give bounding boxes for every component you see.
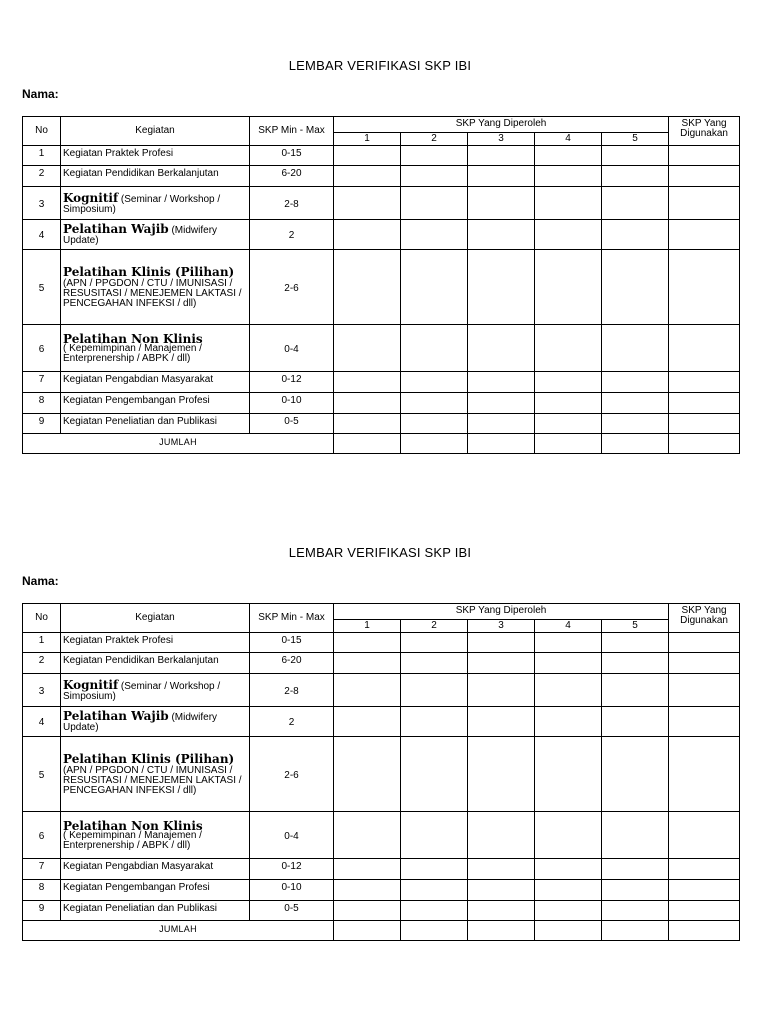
skp-cell[interactable] — [334, 901, 401, 921]
row-kegiatan-main: Pelatihan Klinis (Pilihan) — [63, 264, 235, 279]
subheader-3: 3 — [468, 620, 535, 633]
skp-cell[interactable] — [401, 414, 468, 434]
header-skp-min-max: SKP Min - Max — [250, 117, 334, 146]
skp-digunakan-cell[interactable] — [669, 880, 740, 901]
skp-cell[interactable] — [535, 414, 602, 434]
skp-digunakan-cell[interactable] — [669, 633, 740, 653]
skp-cell[interactable] — [334, 737, 401, 812]
jumlah-label: JUMLAH — [23, 434, 334, 454]
row-range: 2-8 — [250, 674, 334, 707]
skp-cell[interactable] — [334, 250, 401, 325]
header-kegiatan: Kegiatan — [61, 117, 250, 146]
row-kegiatan — [61, 707, 250, 737]
skp-cell[interactable] — [535, 372, 602, 393]
skp-cell[interactable] — [602, 859, 669, 880]
row-no: 8 — [23, 880, 61, 901]
skp-total-cell[interactable] — [334, 434, 401, 454]
skp-cell[interactable] — [602, 901, 669, 921]
row-kegiatan — [61, 166, 250, 187]
table-row — [23, 325, 740, 372]
skp-digunakan-cell[interactable] — [669, 372, 740, 393]
header-kegiatan: Kegiatan — [61, 604, 250, 633]
row-range: 2-8 — [250, 187, 334, 220]
skp-digunakan-cell[interactable] — [669, 812, 740, 859]
skp-digunakan-total-cell[interactable] — [669, 434, 740, 454]
row-no: 4 — [23, 220, 61, 250]
skp-digunakan-cell[interactable] — [669, 187, 740, 220]
row-no: 9 — [23, 414, 61, 434]
skp-cell[interactable] — [401, 146, 468, 166]
skp-digunakan-total-cell[interactable] — [669, 921, 740, 941]
header-skp-digunakan-line-2: Digunakan — [680, 615, 728, 626]
skp-cell[interactable] — [602, 674, 669, 707]
skp-total-cell[interactable] — [468, 921, 535, 941]
skp-cell[interactable] — [401, 325, 468, 372]
skp-cell[interactable] — [401, 250, 468, 325]
jumlah-label: JUMLAH — [23, 921, 334, 941]
header-skp-min-max: SKP Min - Max — [250, 604, 334, 633]
page-title: LEMBAR VERIFIKASI SKP IBI — [288, 545, 472, 560]
skp-cell[interactable] — [468, 220, 535, 250]
row-kegiatan-detail: Kegiatan Praktek Profesi — [63, 148, 174, 159]
subheader-3: 3 — [468, 133, 535, 146]
page-title: LEMBAR VERIFIKASI SKP IBI — [288, 58, 472, 73]
table-row — [23, 901, 740, 921]
skp-cell[interactable] — [334, 707, 401, 737]
skp-cell[interactable] — [334, 674, 401, 707]
header-skp-digunakan-line-1: SKP Yang — [681, 118, 727, 129]
skp-cell[interactable] — [602, 737, 669, 812]
row-kegiatan — [61, 187, 250, 220]
skp-cell[interactable] — [535, 859, 602, 880]
jumlah-row — [23, 921, 740, 941]
header-skp-digunakan-line-2: Digunakan — [680, 128, 728, 139]
row-kegiatan-detail: (Seminar / Workshop / Simposium) — [63, 680, 221, 702]
row-kegiatan-main: Pelatihan Klinis (Pilihan) — [63, 751, 235, 766]
skp-cell[interactable] — [468, 372, 535, 393]
skp-total-cell[interactable] — [535, 434, 602, 454]
header-skp-digunakan-line-1: SKP Yang — [681, 605, 727, 616]
row-range: 0-10 — [250, 880, 334, 901]
subheader-5: 5 — [602, 620, 669, 633]
table-row — [23, 393, 740, 414]
row-no: 3 — [23, 674, 61, 707]
row-kegiatan-detail: Kegiatan Pengabdian Masyarakat — [63, 374, 214, 385]
skp-cell[interactable] — [468, 187, 535, 220]
skp-cell[interactable] — [535, 737, 602, 812]
table-row — [23, 372, 740, 393]
header-no: No — [23, 604, 61, 633]
row-kegiatan-main: Pelatihan Wajib — [63, 222, 169, 236]
row-kegiatan — [61, 633, 250, 653]
skp-cell[interactable] — [334, 812, 401, 859]
skp-cell[interactable] — [468, 812, 535, 859]
row-kegiatan-main: Pelatihan Wajib — [63, 709, 169, 723]
skp-digunakan-cell[interactable] — [669, 653, 740, 674]
row-no: 6 — [23, 812, 61, 859]
skp-cell[interactable] — [535, 880, 602, 901]
skp-digunakan-cell[interactable] — [669, 674, 740, 707]
skp-cell[interactable] — [401, 220, 468, 250]
subheader-4: 4 — [535, 620, 602, 633]
skp-cell[interactable] — [602, 325, 669, 372]
skp-cell[interactable] — [535, 707, 602, 737]
table-row — [23, 414, 740, 434]
row-kegiatan-detail: (APN / PPGDON / CTU / IMUNISASI / RESUSITASI / MENEJEMEN LAKTASI / PENCEGAHAN INFEKSI / dll) — [63, 764, 242, 796]
skp-cell[interactable] — [602, 220, 669, 250]
skp-cell[interactable] — [468, 325, 535, 372]
skp-cell[interactable] — [401, 674, 468, 707]
header-skp-diperoleh: SKP Yang Diperoleh — [334, 604, 669, 620]
skp-cell[interactable] — [334, 146, 401, 166]
header-no: No — [23, 117, 61, 146]
row-kegiatan-detail: Kegiatan Pendidikan Berkalanjutan — [63, 655, 219, 666]
skp-total-cell[interactable] — [334, 921, 401, 941]
skp-digunakan-cell[interactable] — [669, 859, 740, 880]
subheader-1: 1 — [334, 133, 401, 146]
skp-cell[interactable] — [535, 393, 602, 414]
table-row — [23, 146, 740, 166]
skp-cell[interactable] — [535, 674, 602, 707]
row-range: 0-4 — [250, 325, 334, 372]
row-range: 0-5 — [250, 414, 334, 434]
skp-total-cell[interactable] — [602, 434, 669, 454]
row-kegiatan-detail: Kegiatan Pengabdian Masyarakat — [63, 861, 214, 872]
row-kegiatan-detail: Kegiatan Peneliatian dan Publikasi — [63, 903, 217, 914]
skp-cell[interactable] — [535, 166, 602, 187]
skp-total-cell[interactable] — [535, 921, 602, 941]
row-range: 6-20 — [250, 166, 334, 187]
skp-cell[interactable] — [401, 653, 468, 674]
skp-cell[interactable] — [602, 166, 669, 187]
row-kegiatan — [61, 372, 250, 393]
row-no: 1 — [23, 146, 61, 166]
row-no: 2 — [23, 653, 61, 674]
skp-cell[interactable] — [401, 166, 468, 187]
row-kegiatan-detail: (Midwifery Update) — [63, 225, 218, 246]
table-row — [23, 166, 740, 187]
row-kegiatan-main: Kognitif — [63, 677, 119, 692]
row-kegiatan-detail: (APN / PPGDON / CTU / IMUNISASI / RESUSITASI / MENEJEMEN LAKTASI / PENCEGAHAN INFEKSI / dll) — [63, 277, 242, 309]
row-kegiatan-detail: Kegiatan Pengembangan Profesi — [63, 882, 210, 893]
row-no: 7 — [23, 372, 61, 393]
skp-digunakan-cell[interactable] — [669, 325, 740, 372]
table-row — [23, 880, 740, 901]
row-kegiatan — [61, 859, 250, 880]
skp-cell[interactable] — [468, 166, 535, 187]
skp-cell[interactable] — [602, 880, 669, 901]
skp-cell[interactable] — [468, 414, 535, 434]
skp-cell[interactable] — [602, 393, 669, 414]
skp-cell[interactable] — [468, 653, 535, 674]
table-row — [23, 187, 740, 220]
row-kegiatan-detail: ( Kepemimpinan / Manajemen / Enterprenership / ABPK / dll) — [63, 342, 202, 364]
skp-cell[interactable] — [535, 250, 602, 325]
skp-cell[interactable] — [535, 146, 602, 166]
skp-cell[interactable] — [602, 633, 669, 653]
skp-cell[interactable] — [334, 633, 401, 653]
skp-cell[interactable] — [468, 146, 535, 166]
skp-cell[interactable] — [334, 220, 401, 250]
skp-cell[interactable] — [535, 633, 602, 653]
row-kegiatan — [61, 901, 250, 921]
table-row — [23, 653, 740, 674]
header-skp-diperoleh: SKP Yang Diperoleh — [334, 117, 669, 133]
table-row — [23, 250, 740, 325]
skp-cell[interactable] — [401, 707, 468, 737]
skp-cell[interactable] — [401, 812, 468, 859]
skp-cell[interactable] — [468, 901, 535, 921]
skp-cell[interactable] — [334, 393, 401, 414]
row-no: 8 — [23, 393, 61, 414]
row-kegiatan — [61, 393, 250, 414]
skp-digunakan-cell[interactable] — [669, 393, 740, 414]
skp-cell[interactable] — [535, 325, 602, 372]
skp-cell[interactable] — [334, 325, 401, 372]
skp-cell[interactable] — [602, 707, 669, 737]
skp-cell[interactable] — [401, 633, 468, 653]
skp-cell[interactable] — [401, 880, 468, 901]
jumlah-row — [23, 434, 740, 454]
row-range: 2-6 — [250, 737, 334, 812]
row-no: 6 — [23, 325, 61, 372]
row-kegiatan — [61, 653, 250, 674]
row-kegiatan-main: Pelatihan Non Klinis — [63, 331, 203, 346]
row-range: 0-12 — [250, 859, 334, 880]
skp-cell[interactable] — [602, 372, 669, 393]
skp-cell[interactable] — [334, 859, 401, 880]
subheader-2: 2 — [401, 620, 468, 633]
skp-digunakan-cell[interactable] — [669, 220, 740, 250]
subheader-4: 4 — [535, 133, 602, 146]
skp-cell[interactable] — [334, 414, 401, 434]
table-row — [23, 707, 740, 737]
skp-cell[interactable] — [468, 707, 535, 737]
skp-cell[interactable] — [535, 220, 602, 250]
skp-cell[interactable] — [602, 187, 669, 220]
row-kegiatan-detail: ( Kepemimpinan / Manajemen / Enterprenership / ABPK / dll) — [63, 829, 202, 851]
row-range: 0-15 — [250, 633, 334, 653]
header-skp-digunakan — [669, 117, 740, 146]
skp-cell[interactable] — [468, 633, 535, 653]
table-row — [23, 633, 740, 653]
nama-label: Nama: — [22, 87, 59, 101]
header-skp-digunakan — [669, 604, 740, 633]
table-row — [23, 737, 740, 812]
skp-digunakan-cell[interactable] — [669, 166, 740, 187]
skp-table — [22, 116, 740, 454]
row-kegiatan — [61, 812, 250, 859]
subheader-5: 5 — [602, 133, 669, 146]
skp-cell[interactable] — [602, 146, 669, 166]
row-kegiatan-detail: Kegiatan Pendidikan Berkalanjutan — [63, 168, 219, 179]
skp-digunakan-cell[interactable] — [669, 707, 740, 737]
skp-cell[interactable] — [334, 880, 401, 901]
skp-cell[interactable] — [602, 414, 669, 434]
row-range: 2 — [250, 220, 334, 250]
skp-cell[interactable] — [535, 812, 602, 859]
row-kegiatan-detail: Kegiatan Pengembangan Profesi — [63, 395, 210, 406]
row-kegiatan — [61, 880, 250, 901]
row-no: 3 — [23, 187, 61, 220]
skp-cell[interactable] — [401, 372, 468, 393]
skp-cell[interactable] — [468, 880, 535, 901]
skp-cell[interactable] — [468, 393, 535, 414]
skp-cell[interactable] — [334, 187, 401, 220]
table-row — [23, 674, 740, 707]
row-range: 0-5 — [250, 901, 334, 921]
skp-total-cell[interactable] — [401, 921, 468, 941]
row-range: 6-20 — [250, 653, 334, 674]
row-no: 5 — [23, 737, 61, 812]
row-range: 0-4 — [250, 812, 334, 859]
skp-cell[interactable] — [334, 372, 401, 393]
skp-total-cell[interactable] — [468, 434, 535, 454]
subheader-1: 1 — [334, 620, 401, 633]
row-kegiatan — [61, 250, 250, 325]
skp-cell[interactable] — [401, 187, 468, 220]
skp-digunakan-cell[interactable] — [669, 146, 740, 166]
skp-digunakan-cell[interactable] — [669, 901, 740, 921]
skp-cell[interactable] — [535, 187, 602, 220]
row-kegiatan — [61, 674, 250, 707]
skp-cell[interactable] — [401, 901, 468, 921]
row-no: 2 — [23, 166, 61, 187]
skp-total-cell[interactable] — [401, 434, 468, 454]
row-kegiatan — [61, 146, 250, 166]
subheader-2: 2 — [401, 133, 468, 146]
skp-digunakan-cell[interactable] — [669, 414, 740, 434]
skp-cell[interactable] — [334, 653, 401, 674]
row-kegiatan-detail: Kegiatan Praktek Profesi — [63, 635, 174, 646]
skp-table — [22, 603, 740, 941]
table-row — [23, 812, 740, 859]
row-no: 4 — [23, 707, 61, 737]
skp-cell[interactable] — [535, 901, 602, 921]
skp-cell[interactable] — [401, 859, 468, 880]
row-kegiatan — [61, 414, 250, 434]
skp-digunakan-cell[interactable] — [669, 737, 740, 812]
skp-cell[interactable] — [468, 737, 535, 812]
row-no: 7 — [23, 859, 61, 880]
skp-cell[interactable] — [334, 166, 401, 187]
skp-total-cell[interactable] — [602, 921, 669, 941]
row-kegiatan-main: Kognitif — [63, 190, 119, 205]
skp-cell[interactable] — [602, 653, 669, 674]
row-kegiatan — [61, 737, 250, 812]
skp-cell[interactable] — [401, 737, 468, 812]
skp-cell[interactable] — [468, 859, 535, 880]
table-row — [23, 220, 740, 250]
row-kegiatan-detail: (Midwifery Update) — [63, 712, 218, 733]
row-no: 5 — [23, 250, 61, 325]
row-no: 9 — [23, 901, 61, 921]
skp-cell[interactable] — [535, 653, 602, 674]
row-kegiatan — [61, 220, 250, 250]
row-no: 1 — [23, 633, 61, 653]
row-kegiatan-detail: Kegiatan Peneliatian dan Publikasi — [63, 416, 217, 427]
row-kegiatan — [61, 325, 250, 372]
row-range: 0-15 — [250, 146, 334, 166]
row-range: 2 — [250, 707, 334, 737]
row-range: 0-12 — [250, 372, 334, 393]
nama-label: Nama: — [22, 574, 59, 588]
skp-cell[interactable] — [468, 674, 535, 707]
row-kegiatan-detail: (Seminar / Workshop / Simposium) — [63, 193, 221, 215]
skp-cell[interactable] — [602, 812, 669, 859]
table-row — [23, 859, 740, 880]
skp-cell[interactable] — [468, 250, 535, 325]
row-range: 0-10 — [250, 393, 334, 414]
skp-digunakan-cell[interactable] — [669, 250, 740, 325]
row-range: 2-6 — [250, 250, 334, 325]
skp-cell[interactable] — [602, 250, 669, 325]
row-kegiatan-main: Pelatihan Non Klinis — [63, 818, 203, 833]
skp-cell[interactable] — [401, 393, 468, 414]
